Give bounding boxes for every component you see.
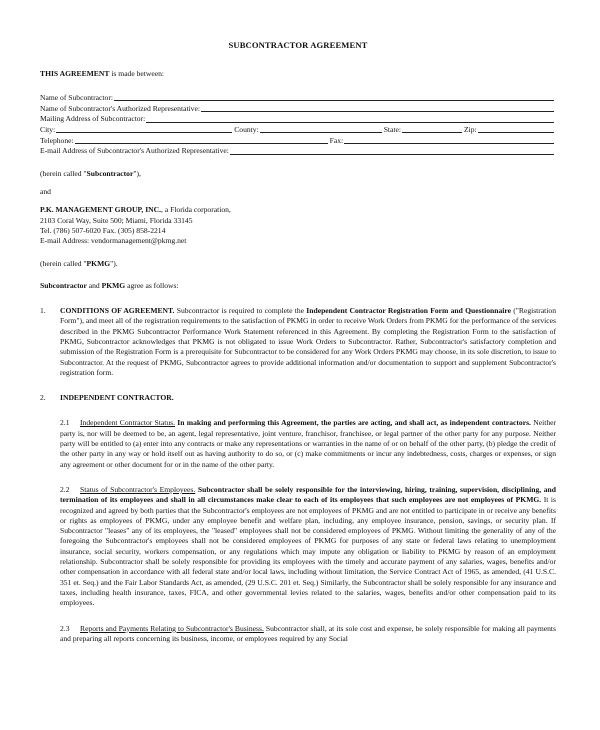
email-label: E-mail Address of Subcontractor's Authorized Representative: (40, 146, 229, 156)
rep-label: Name of Subcontractor's Authorized Representative: (40, 103, 200, 113)
name-field-row (40, 93, 556, 104)
section-2-2-title: Status of Subcontractor's Employees. (80, 484, 196, 494)
intro-rest: is made between: (109, 69, 165, 79)
pk-address: 2103 Coral Way, Suite 500; Miami, Florida 33145 (40, 215, 193, 225)
county-label: County: (234, 125, 259, 135)
telephone-blank[interactable] (75, 142, 328, 144)
section-2-heading: INDEPENDENT CONTRACTOR. (60, 393, 174, 403)
section-2-1-t1: Neither party is, nor will be deemed to be, an agent, legal representative, joint venture, franchisor, franchisee, or legal partner of the other party for any purpose. Neither party will be entitled to (a) enter into any contracts or make any representations or warranties in the name of or on behalf of the other party, (b) pledge the credit of the other party in any way or hold itself out as having authority to do so, or (c) make commitments or incur any indebtedness, costs, charges or expenses, or sign any agreement or other document for or in the name of the other party. (60, 418, 557, 469)
pk-name-bold: P.K. MANAGEMENT GROUP, INC. (40, 205, 162, 215)
section-2-1-b1: In making and performing this Agreement, the parties are acting, and shall act, as independent contractors. (175, 418, 531, 428)
section-1-body (60, 306, 556, 378)
pk-name-rest: , a Florida corporation, (161, 205, 231, 215)
fax-blank[interactable] (344, 142, 554, 144)
agree-line (40, 281, 556, 291)
herein-pkmg (40, 259, 556, 269)
agree-b1: Subcontractor (40, 280, 87, 290)
and-line: and (40, 187, 51, 197)
section-1-b1: Independent Contractor Registration Form and Questionnaire (306, 306, 511, 316)
state-label: State: (383, 125, 401, 135)
section-2-2-b1: Subcontractor shall be solely responsible for the interviewing, hiring, training, supervision, disciplining, and termination of its employees and shall in all circumstances make clear to each of its employees that such employees are not employees of PKMG. (60, 484, 556, 505)
intro-bold: THIS AGREEMENT (40, 69, 110, 79)
name-blank[interactable] (114, 99, 554, 101)
herein2-bold: PKMG (86, 258, 111, 268)
section-1-number: 1. (40, 306, 46, 316)
mailing-blank[interactable] (146, 121, 554, 123)
zip-label: Zip: (463, 125, 477, 135)
section-1 (40, 306, 556, 378)
section-2-2-t1: It is recognized and agreed by both parties that the Subcontractor's employees are not employees of PKMG and are not entitled to participate in or receive any benefits or rights as employees of PKMG, under any employee benefit and welfare plan, including, any employee insurance, pension, savings, or security plan. If Subcontractor "leases" any of its employees, the "leased" employees shall not be considered employees of PKMG. Without limiting the generality of any of the foregoing the Subcontractor's employees shall not be considered employees of PKMG for purposes of any state or federal laws relating to unemployment insurance, social security, workers compensation, or any regulations which may impute any obligation or liability to PKMG by reason of an employment relationship. Subcontractor shall be solely responsible for providing its employees with the timely and accurate payment of any salaries, wages, benefits and/or other compensation in accordance with all federal state and/or local laws, including without limitation, the Service Contract Act of 1965, as amended, (41 U.S.C. 351 et. Seq.) and the Fair Labor Standards Act, as amended, (29 U.S.C. 201 et. Seq.) Similarly, the Subcontractor shall be solely responsible for any insurance and taxes, including health insurance, taxes, FICA, and other governmental levies related to the salaries, wages, benefits and/or other compensation paid to its employees. (60, 495, 556, 608)
pk-phones: Tel. (786) 507-6020 Fax. (305) 858-2214 (40, 225, 166, 235)
mailing-label: Mailing Address of Subcontractor: (40, 114, 146, 124)
herein2-pre: (herein called " (40, 258, 87, 268)
section-2-3-number: 2.3 (60, 623, 70, 633)
herein-subcontractor (40, 169, 556, 179)
county-blank[interactable] (260, 131, 382, 133)
pk-name (40, 205, 556, 215)
agree-t1: and (86, 280, 102, 290)
zip-blank[interactable] (478, 131, 554, 133)
document-title: SUBCONTRACTOR AGREEMENT (228, 40, 368, 50)
section-2-3-t1: Subcontractor shall, at its sole cost and expense, be solely responsible for making all payments and preparing all reports concerning its business, income, or employees required by any Social (60, 623, 556, 643)
section-2-1-number: 2.1 (60, 418, 70, 428)
section-1-t1: Subcontractor is required to complete the (174, 306, 307, 316)
mailing-field-row (40, 114, 556, 125)
city-blank[interactable] (56, 131, 232, 133)
herein-bold: Subcontractor (86, 168, 134, 178)
telephone-label: Telephone: (40, 135, 74, 145)
section-2-1-title: Independent Contractor Status. (80, 418, 176, 428)
section-2-3-title: Reports and Payments Relating to Subcontractor's Business. (80, 623, 264, 633)
herein-pre: (herein called " (40, 168, 87, 178)
section-1-t2: ("Registration Form"), and meet all of the registration requirements to the satisfaction of PKMG in order to receive Work Orders from PKMG for the performance of the services described in the PKMG Subcontractor Performance Work Statement referenced in this Agreement. By completing the Registration Form to the satisfaction of PKMG, Subcontractor acknowledges that PKMG is not obligated to issue Work Orders to Subcontractor. Rather, Subcontractor's satisfactory completion and submission of the Registration Form is a prerequisite for Subcontractor to be considered for any Work Orders PKMG may choose, in its sole discretion, to issue to Subcontractor. At the request of PKMG, Subcontractor agrees to provide additional information and/or documentation to support and supplement Subcontractor's registration form. (60, 306, 556, 377)
fax-label: Fax: (329, 135, 344, 145)
rep-blank[interactable] (201, 110, 554, 112)
state-blank[interactable] (402, 131, 462, 133)
herein2-post: "). (110, 258, 118, 268)
agree-b2: PKMG (101, 280, 126, 290)
section-2-3 (40, 624, 556, 645)
name-label: Name of Subcontractor: (40, 92, 113, 102)
section-2-2-number: 2.2 (60, 484, 70, 494)
section-1-heading: CONDITIONS OF AGREEMENT. (60, 306, 175, 316)
city-label: City: (40, 125, 56, 135)
herein-post: "), (133, 168, 141, 178)
email-blank[interactable] (230, 153, 554, 155)
section-2-number: 2. (40, 393, 46, 403)
subcontractor-fields (40, 93, 556, 157)
section-2-2 (40, 485, 556, 609)
address-field-row (40, 125, 556, 136)
pk-email: E-mail Address: vendormanagement@pkmg.net (40, 236, 187, 246)
email-field-row (40, 146, 556, 157)
intro-line (40, 69, 556, 79)
section-2-1 (40, 418, 556, 469)
rep-field-row (40, 103, 556, 114)
agree-t2: agree as follows: (125, 280, 179, 290)
phone-field-row (40, 135, 556, 146)
section-2 (40, 393, 556, 403)
